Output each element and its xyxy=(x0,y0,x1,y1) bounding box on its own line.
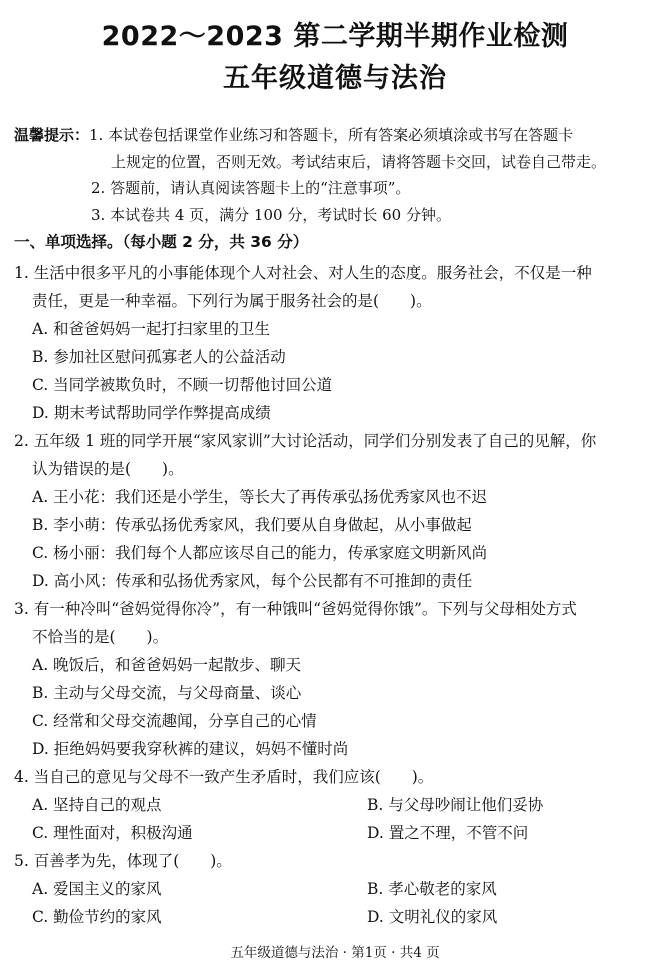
option-c: C. 经常和父母交流趣闻，分享自己的心情 xyxy=(32,712,317,730)
section-title: 一、单项选择。（每小题 2 分，共 36 分） xyxy=(14,233,309,251)
question-stem: 3. 有一种冷叫“爸妈觉得你冷”，有一种饿叫“爸妈觉得你饿”。下列与父母相处方式 xyxy=(14,600,577,618)
question-5 xyxy=(14,847,664,931)
tip-item-1: 1. 本试卷包括课堂作业练习和答题卡，所有答案必须填涂或书写在答题卡 xyxy=(89,126,574,144)
option-a: A. 晚饭后，和爸爸妈妈一起散步、聊天 xyxy=(32,656,302,674)
option-d: D. 置之不理，不管不问 xyxy=(367,824,529,842)
option-a: A. 王小花：我们还是小学生，等长大了再传承弘扬优秀家风也不迟 xyxy=(32,488,488,506)
option-c: C. 杨小丽：我们每个人都应该尽自己的能力，传承家庭文明新风尚 xyxy=(32,544,488,562)
option-a: A. 坚持自己的观点 xyxy=(32,796,162,814)
question-stem-cont: 责任，更是一种幸福。下列行为属于服务社会的是( )。 xyxy=(32,292,432,310)
option-b: B. 主动与父母交流，与父母商量、谈心 xyxy=(32,684,302,702)
option-d: D. 期末考试帮助同学作弊提高成绩 xyxy=(32,404,271,422)
option-b: B. 参加社区慰问孤寡老人的公益活动 xyxy=(32,348,286,366)
option-a: A. 和爸爸妈妈一起打扫家里的卫生 xyxy=(32,320,271,338)
tips-block xyxy=(14,122,664,228)
question-stem-cont: 认为错误的是( )。 xyxy=(32,460,184,478)
question-2 xyxy=(14,427,664,595)
page-footer: 五年级道德与法治 · 第1页 · 共4 页 xyxy=(230,945,440,961)
option-d: D. 拒绝妈妈要我穿秋裤的建议，妈妈不懂时尚 xyxy=(32,740,349,758)
option-b: B. 孝心敬老的家风 xyxy=(367,880,497,898)
tips-label: 温馨提示： xyxy=(14,126,90,144)
question-stem: 5. 百善孝为先，体现了( )。 xyxy=(14,852,232,870)
question-4 xyxy=(14,763,664,847)
question-stem-cont: 不恰当的是( )。 xyxy=(32,628,169,646)
exam-title: 2022～2023 第二学期半期作业检测 xyxy=(101,21,569,52)
option-d: D. 文明礼仪的家风 xyxy=(367,908,498,926)
exam-subject: 五年级道德与法治 xyxy=(223,63,447,94)
question-list xyxy=(14,259,664,931)
option-c: C. 勤俭节约的家风 xyxy=(32,908,162,926)
option-b: B. 与父母吵闹让他们妥协 xyxy=(367,796,544,814)
option-c: C. 当同学被欺负时，不顾一切帮他讨回公道 xyxy=(32,376,333,394)
option-d: D. 高小风：传承和弘扬优秀家风，每个公民都有不可推卸的责任 xyxy=(32,572,473,590)
question-3 xyxy=(14,595,664,763)
option-a: A. 爱国主义的家风 xyxy=(32,880,162,898)
question-stem: 4. 当自己的意见与父母不一致产生矛盾时，我们应该( )。 xyxy=(14,768,434,786)
option-b: B. 李小萌：传承弘扬优秀家风，我们要从自身做起，从小事做起 xyxy=(32,516,472,534)
tip-item-3: 3. 本试卷共 4 页，满分 100 分，考试时长 60 分钟。 xyxy=(91,205,451,224)
option-c: C. 理性面对，积极沟通 xyxy=(32,824,193,842)
tip-item-1-cont: 上规定的位置，否则无效。考试结束后，请将答题卡交回，试卷自己带走。 xyxy=(111,152,607,171)
question-stem: 1. 生活中很多平凡的小事能体现个人对社会、对人生的态度。服务社会，不仅是一种 xyxy=(14,264,592,282)
tip-item-2: 2. 答题前，请认真阅读答题卡上的“注意事项”。 xyxy=(91,179,411,197)
question-stem: 2. 五年级 1 班的同学开展“家风家训”大讨论活动，同学们分别发表了自己的见解，你 xyxy=(14,432,597,450)
question-1 xyxy=(14,259,664,427)
